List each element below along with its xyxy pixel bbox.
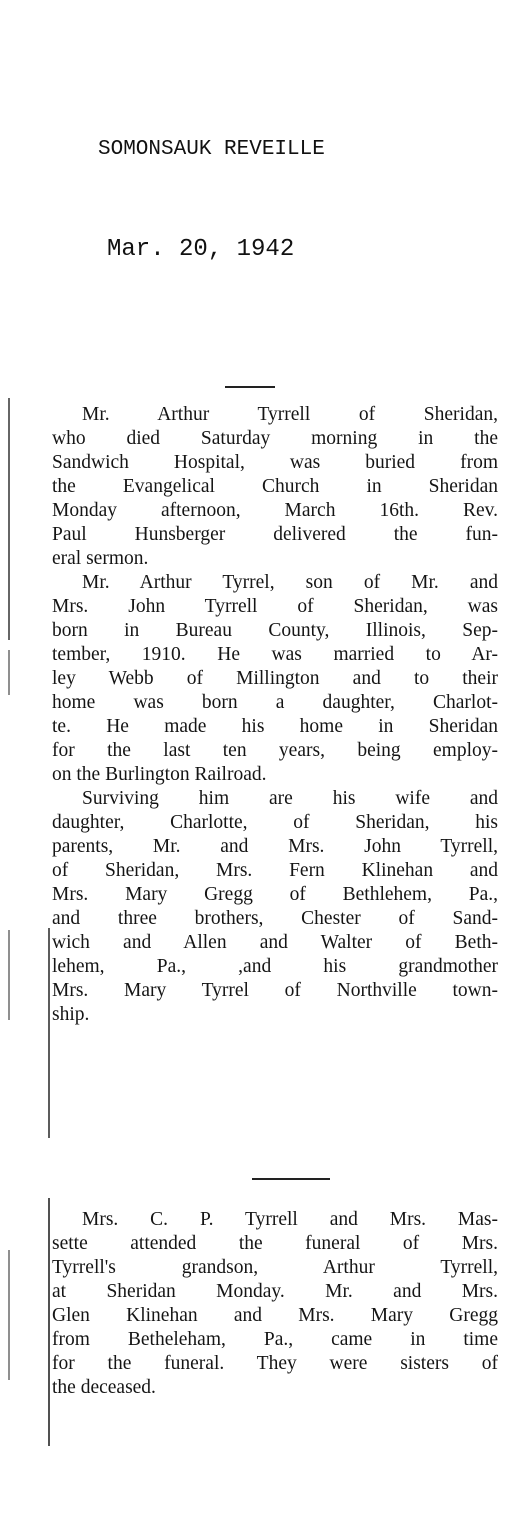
text-line: Paul Hunsberger delivered the fun-	[52, 524, 498, 545]
text-line: lehem, Pa., ,and his grandmother	[52, 956, 498, 977]
text-line: ship.	[52, 1004, 90, 1025]
margin-mark	[8, 930, 10, 1020]
text-line: ley Webb of Millington and to their	[52, 668, 498, 689]
text-line: tember, 1910. He was married to Ar-	[52, 644, 498, 665]
text-line: from Betheleham, Pa., came in time	[52, 1329, 498, 1350]
column-rule-top	[225, 386, 275, 388]
text-line: Monday afternoon, March 16th. Rev.	[52, 500, 498, 521]
text-line: at Sheridan Monday. Mr. and Mrs.	[52, 1281, 498, 1302]
text-line: born in Bureau County, Illinois, Sep-	[52, 620, 498, 641]
column-rule-middle	[252, 1178, 330, 1180]
newspaper-title: SOMONSAUK REVEILLE	[98, 138, 325, 161]
text-line: home was born a daughter, Charlot-	[52, 692, 498, 713]
text-line: parents, Mr. and Mrs. John Tyrrell,	[52, 836, 498, 857]
text-line: Mrs. C. P. Tyrrell and Mrs. Mas-	[82, 1209, 498, 1230]
margin-mark	[8, 650, 10, 695]
text-line: for the last ten years, being employ-	[52, 740, 498, 761]
text-line: Mrs. John Tyrrell of Sheridan, was	[52, 596, 498, 617]
text-line: Sandwich Hospital, was buried from	[52, 452, 498, 473]
article-paragraph	[52, 571, 498, 787]
text-line: Mr. Arthur Tyrrel, son of Mr. and	[82, 572, 498, 593]
article-paragraph	[52, 1208, 498, 1400]
article-paragraph	[52, 403, 498, 571]
text-line: te. He made his home in Sheridan	[52, 716, 498, 737]
text-line: Surviving him are his wife and	[82, 788, 498, 809]
text-line: Glen Klinehan and Mrs. Mary Gregg	[52, 1305, 498, 1326]
text-line: on the Burlington Railroad.	[52, 764, 267, 785]
clipping-date: Mar. 20, 1942	[107, 236, 295, 263]
text-line: Tyrrell's grandson, Arthur Tyrrell,	[52, 1257, 498, 1278]
article-paragraph	[52, 787, 498, 1027]
text-line: Mrs. Mary Tyrrel of Northville town-	[52, 980, 498, 1001]
text-line: Mrs. Mary Gregg of Bethlehem, Pa.,	[52, 884, 498, 905]
funeral-note-article	[52, 1208, 498, 1400]
obituary-article	[52, 403, 498, 1027]
margin-mark	[48, 1198, 50, 1446]
text-line: the Evangelical Church in Sheridan	[52, 476, 498, 497]
margin-mark	[48, 928, 50, 1138]
margin-mark	[8, 398, 10, 640]
text-line: Mr. Arthur Tyrrell of Sheridan,	[82, 404, 498, 425]
text-line: sette attended the funeral of Mrs.	[52, 1233, 498, 1254]
text-line: wich and Allen and Walter of Beth-	[52, 932, 498, 953]
text-line: daughter, Charlotte, of Sheridan, his	[52, 812, 498, 833]
text-line: and three brothers, Chester of Sand-	[52, 908, 498, 929]
text-line: for the funeral. They were sisters of	[52, 1353, 498, 1374]
text-line: eral sermon.	[52, 548, 149, 569]
text-line: the deceased.	[52, 1377, 156, 1398]
margin-mark	[8, 1250, 10, 1380]
text-line: who died Saturday morning in the	[52, 428, 498, 449]
text-line: of Sheridan, Mrs. Fern Klinehan and	[52, 860, 498, 881]
